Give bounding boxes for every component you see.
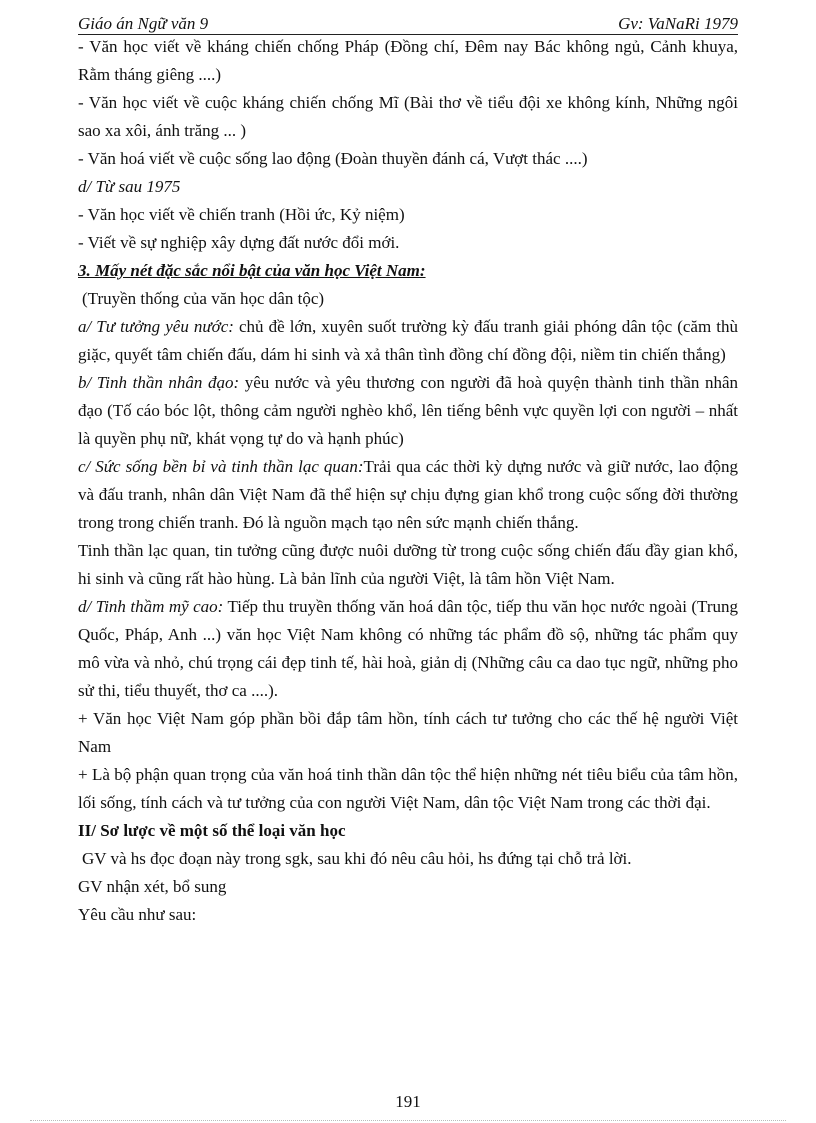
paragraph-b: [78, 369, 738, 453]
text-d: Tiếp thu truyền thống văn hoá dân tộc, tiếp thu văn học nước ngoài (Trung Quốc, Pháp, Anh ...) văn học Việt Nam không có những tác phẩm đồ sộ, những tác phẩm quy mô vừa và nhỏ, chú trọng cái đẹp tinh tế, hài hoà, giản dị (Những câu ca dao tục ngữ, những pho sử thi, tiểu thuyết, thơ ca ....).: [78, 597, 738, 700]
header-author: Gv: VaNaRi 1979: [618, 14, 738, 33]
paragraph-truyen-thong: (Truyền thống của văn học dân tộc): [82, 289, 325, 308]
paragraph-yeu-cau: Yêu cầu như sau:: [78, 905, 197, 924]
label-c: c/ Sức sống bền bỉ và tinh thần lạc quan:: [78, 457, 364, 476]
section-heading-ii: II/ Sơ lược về một số thể loại văn học: [78, 821, 346, 840]
text-c: Trải qua các thời kỳ dựng nước và giữ nước, lao động và đấu tranh, nhân dân Việt Nam đã thể hiện sự chịu đựng gian khổ trong cuộc sống đời thường trong trong chiến tranh. Đó là nguồn mạch tạo nên sức mạnh chiến thắng.: [78, 457, 738, 532]
text-a: chủ đề lớn, xuyên suốt trường kỳ đấu tranh giải phóng dân tộc (căm thù giặc, quyết tâm chiến đấu, dám hi sinh và xả thân tình đồng chí đồng đội, niềm tin chiến thắng): [78, 317, 738, 364]
label-a: a/ Tư tưởng yêu nước:: [78, 317, 234, 336]
paragraph-d: [78, 593, 738, 705]
header-title: Giáo án Ngữ văn 9: [78, 14, 209, 33]
subheading-after-1975: d/ Từ sau 1975: [78, 177, 181, 196]
label-b: b/ Tinh thần nhân đạo:: [78, 373, 240, 392]
page-header: [78, 12, 738, 35]
paragraph-a: [78, 313, 738, 369]
page-number: 191: [395, 1092, 421, 1111]
paragraph-gv-nhan-xet: GV nhận xét, bổ sung: [78, 877, 227, 896]
paragraph-chien-tranh: - Văn học viết về chiến tranh (Hồi ức, Kỷ niệm): [78, 205, 405, 224]
paragraph-plus-1: + Văn học Việt Nam góp phần bồi đắp tâm hồn, tính cách tư tưởng cho các thế hệ người Việt Nam: [78, 709, 738, 756]
paragraph-lao-dong: - Văn hoá viết về cuộc sống lao động (Đoàn thuyền đánh cá, Vượt thác ....): [78, 149, 588, 168]
text-b: yêu nước và yêu thương con người đã hoà quyện thành tinh thần nhân đạo (Tố cáo bóc lột, thông cảm người nghèo khổ, lên tiếng bênh vực quyền lợi con người – nhất là quyền phụ nữ, khát vọng tự do và hạnh phúc): [78, 373, 738, 448]
paragraph-c: [78, 453, 738, 537]
document-body: [78, 33, 738, 929]
paragraph-plus-2: + Là bộ phận quan trọng của văn hoá tinh thần dân tộc thể hiện những nét tiêu biểu của tâm hồn, lối sống, tính cách và tư tưởng của con người Việt Nam, dân tộc Việt Nam trong các thời đại.: [78, 765, 738, 812]
footer-divider: [30, 1120, 786, 1121]
paragraph-doi-moi: - Viết về sự nghiệp xây dựng đất nước đổi mới.: [78, 233, 400, 252]
paragraph-mi: - Văn học viết về cuộc kháng chiến chống Mĩ (Bài thơ về tiểu đội xe không kính, Những ngôi sao xa xôi, ánh trăng ... ): [78, 93, 738, 140]
label-d: d/ Tinh thầm mỹ cao:: [78, 597, 224, 616]
paragraph-phap: - Văn học viết về kháng chiến chống Pháp (Đồng chí, Đêm nay Bác không ngủ, Cảnh khuya, Rằm tháng giêng ....): [78, 37, 738, 84]
section-heading-3: 3. Mấy nét đặc sắc nổi bật của văn học Việt Nam:: [78, 261, 426, 280]
paragraph-lac-quan: Tinh thần lạc quan, tin tưởng cũng được nuôi dưỡng từ trong cuộc sống chiến đấu đầy gian khổ, hi sinh và cũng rất hào hùng. Là bản lĩnh của người Việt, là tâm hồn Việt Nam.: [78, 541, 738, 588]
paragraph-gv-hs: GV và hs đọc đoạn này trong sgk, sau khi đó nêu câu hỏi, hs đứng tại chỗ trả lời.: [82, 849, 632, 868]
